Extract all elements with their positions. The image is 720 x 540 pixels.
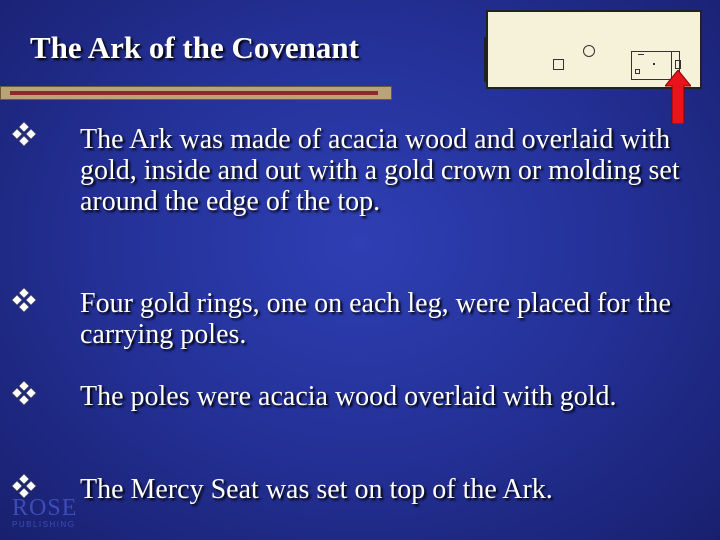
publisher-logo — [12, 496, 82, 530]
bullet-text-4: The Mercy Seat was set on top of the Ark. — [80, 474, 553, 505]
plan-lampstand — [635, 69, 640, 74]
logo-line1: ROSE — [12, 495, 78, 521]
bullet-text-1: The Ark was made of acacia wood and overlaid with gold, inside and out with a gold crown or molding set around the edge of the top. — [80, 124, 680, 217]
diamond-bullet-icon — [10, 379, 38, 407]
plan-table — [638, 54, 644, 55]
bullet-text-3: The poles were acacia wood overlaid with gold. — [80, 381, 617, 412]
plan-laver — [583, 45, 595, 57]
diamond-bullet-icon — [10, 286, 38, 314]
diamond-bullet-icon — [10, 120, 38, 148]
slide-title: The Ark of the Covenant — [30, 30, 359, 65]
plan-incense-altar — [653, 63, 655, 65]
plan-altar — [553, 59, 564, 70]
title-underline-inner — [10, 91, 378, 95]
logo-line2: PUBLISHING — [12, 520, 76, 529]
title-underline — [0, 86, 392, 100]
plan-entrance — [484, 37, 492, 82]
bullet-text-2: Four gold rings, one on each leg, were placed for the carrying poles. — [80, 288, 671, 350]
plan-ark — [675, 60, 681, 69]
up-arrow-icon — [665, 70, 691, 124]
